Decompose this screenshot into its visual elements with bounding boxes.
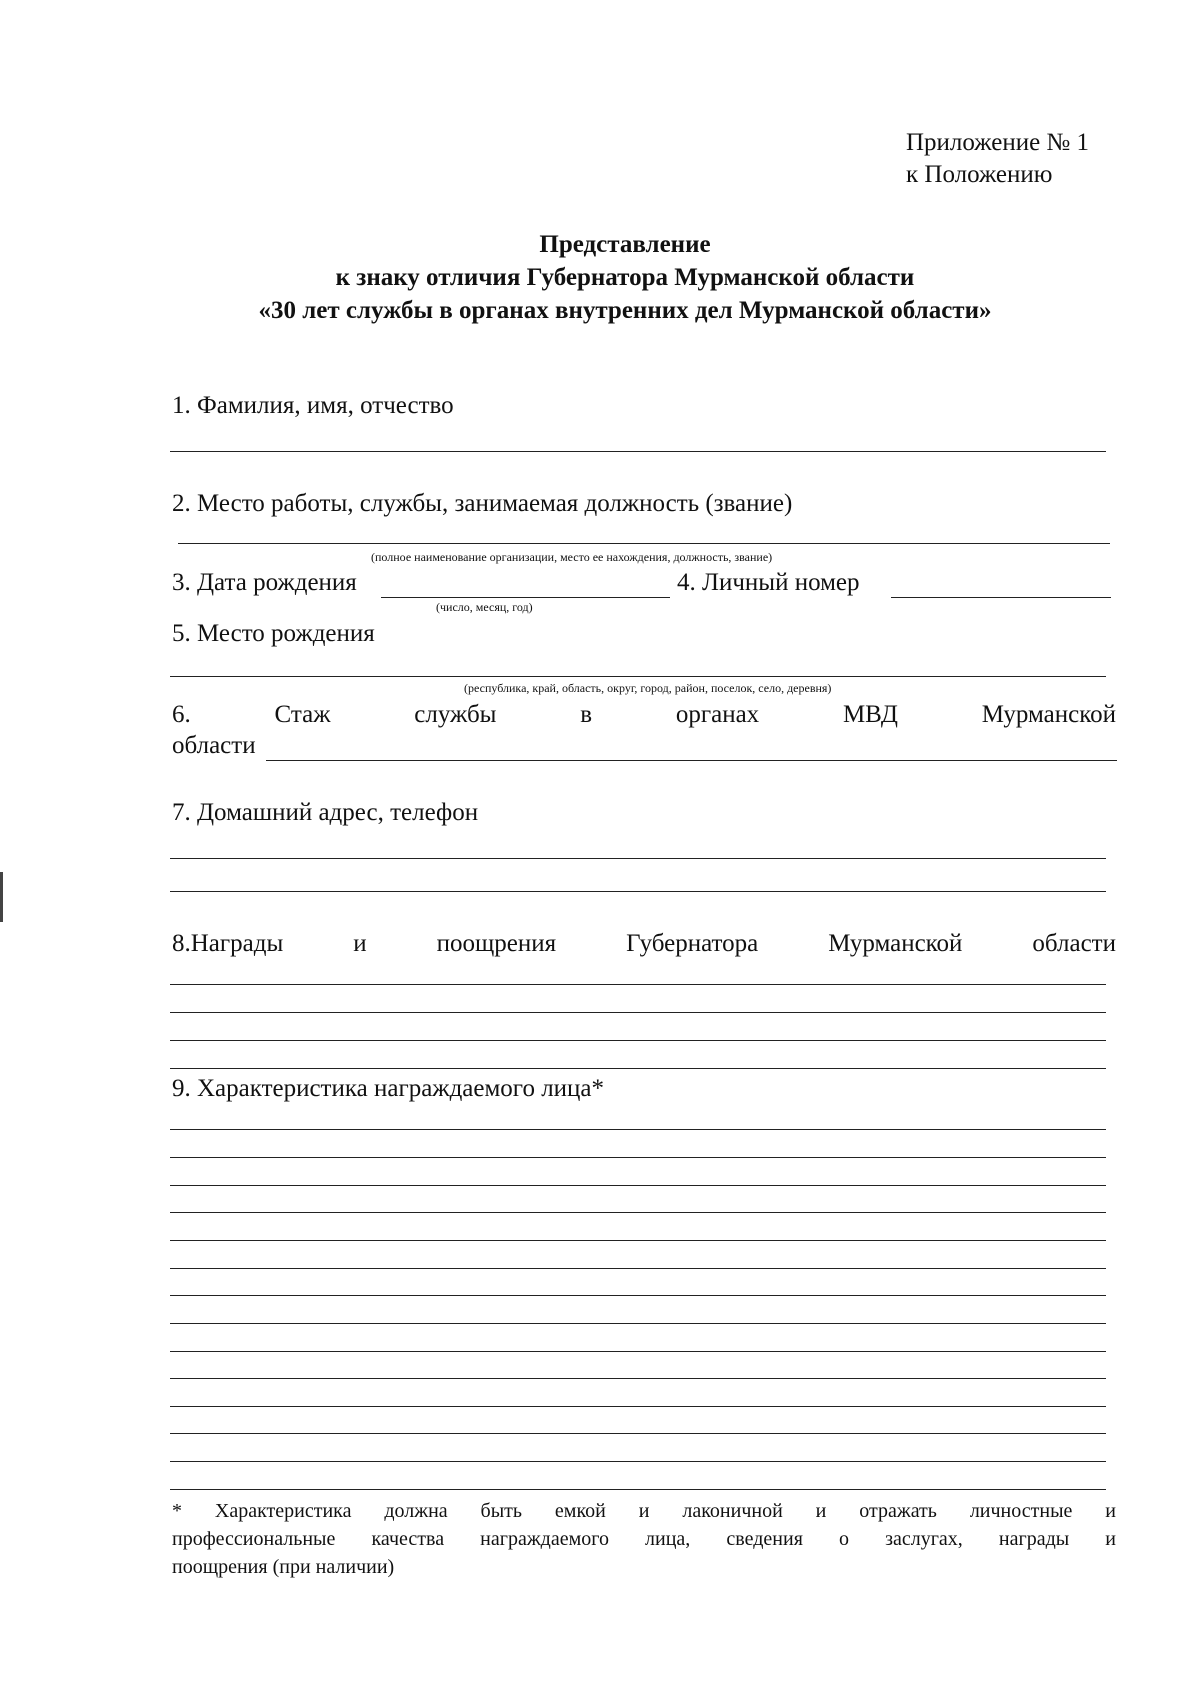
field-characteristic-label: 9. Характеристика награждаемого лица* (172, 1075, 605, 1102)
field-characteristic-line[interactable] (170, 1351, 1106, 1352)
field-service-length-label (172, 702, 1116, 727)
footnote-line: поощрения (при наличии) (172, 1556, 395, 1578)
footnote-line: профессиональные качества награждаемого лица, сведения о заслугах, награды и (172, 1528, 1116, 1550)
footnote-line: * Характеристика должна быть емкой и лаконичной и отражать личностные и (172, 1500, 1116, 1522)
field-home-address-line[interactable] (170, 891, 1106, 892)
field-birth-place-line[interactable] (170, 676, 1106, 677)
field-characteristic-line[interactable] (170, 1406, 1106, 1407)
field-service-length-word: Стаж (274, 701, 331, 728)
field-awards-word: Мурманской (828, 930, 963, 957)
document-award-name: «30 лет службы в органах внутренних дел Мурманской области» (258, 297, 992, 324)
field-personal-number-line[interactable] (891, 597, 1111, 598)
field-characteristic-line[interactable] (170, 1323, 1106, 1324)
field-service-length-word: Мурманской (981, 701, 1116, 728)
field-awards-line[interactable] (170, 1068, 1106, 1069)
field-birth-place-caption: (республика, край, область, округ, город, район, поселок, село, деревня) (464, 681, 832, 695)
field-characteristic-line[interactable] (170, 1129, 1106, 1130)
field-service-length-line[interactable] (266, 760, 1117, 761)
field-characteristic-line[interactable] (170, 1295, 1106, 1296)
field-service-length-word: службы (414, 701, 497, 728)
field-characteristic-line[interactable] (170, 1268, 1106, 1269)
field-awards-word: Губернатора (626, 930, 759, 957)
field-birth-date-label: 3. Дата рождения (172, 569, 357, 596)
field-awards-word: и (353, 930, 367, 957)
field-service-length-word: в (580, 701, 593, 728)
field-characteristic-line[interactable] (170, 1185, 1106, 1186)
field-characteristic-line[interactable] (170, 1461, 1106, 1462)
appendix-reference: к Положению (906, 161, 1053, 188)
field-characteristic-line[interactable] (170, 1378, 1106, 1379)
field-personal-number-label: 4. Личный номер (677, 569, 860, 596)
field-service-length-word: органах (675, 701, 760, 728)
field-workplace-caption: (полное наименование организации, место ее нахождения, должность, звание) (371, 550, 773, 564)
field-characteristic-line[interactable] (170, 1433, 1106, 1434)
field-awards-line[interactable] (170, 1012, 1106, 1013)
field-awards-line[interactable] (170, 984, 1106, 985)
field-awards-word: 8.Награды (172, 930, 284, 957)
field-awards-line[interactable] (170, 1040, 1106, 1041)
field-birth-date-line[interactable] (381, 597, 670, 598)
document-title: Представление (539, 231, 711, 258)
field-characteristic-line[interactable] (170, 1157, 1106, 1158)
field-home-address-line[interactable] (170, 858, 1106, 859)
field-characteristic-line[interactable] (170, 1240, 1106, 1241)
field-birth-date-caption: (число, месяц, год) (436, 600, 533, 614)
field-full-name-label: 1. Фамилия, имя, отчество (172, 392, 454, 419)
field-service-length-word: 6. (172, 701, 191, 728)
appendix-number: Приложение № 1 (906, 129, 1090, 156)
field-birth-place-label: 5. Место рождения (172, 620, 375, 647)
document-subtitle: к знаку отличия Губернатора Мурманской области (335, 264, 915, 291)
field-awards-label (172, 931, 1116, 956)
field-full-name-line[interactable] (170, 451, 1106, 452)
field-home-address-label: 7. Домашний адрес, телефон (172, 799, 479, 826)
field-characteristic-line[interactable] (170, 1489, 1106, 1490)
field-characteristic-line[interactable] (170, 1212, 1106, 1213)
field-service-length-label-cont: области (172, 732, 256, 759)
field-workplace-label: 2. Место работы, службы, занимаемая должность (звание) (172, 490, 793, 517)
field-awards-word: области (1032, 930, 1116, 957)
field-workplace-line[interactable] (178, 543, 1110, 544)
scan-edge-mark (0, 872, 3, 922)
field-service-length-word: МВД (842, 701, 898, 728)
field-awards-word: поощрения (436, 930, 557, 957)
